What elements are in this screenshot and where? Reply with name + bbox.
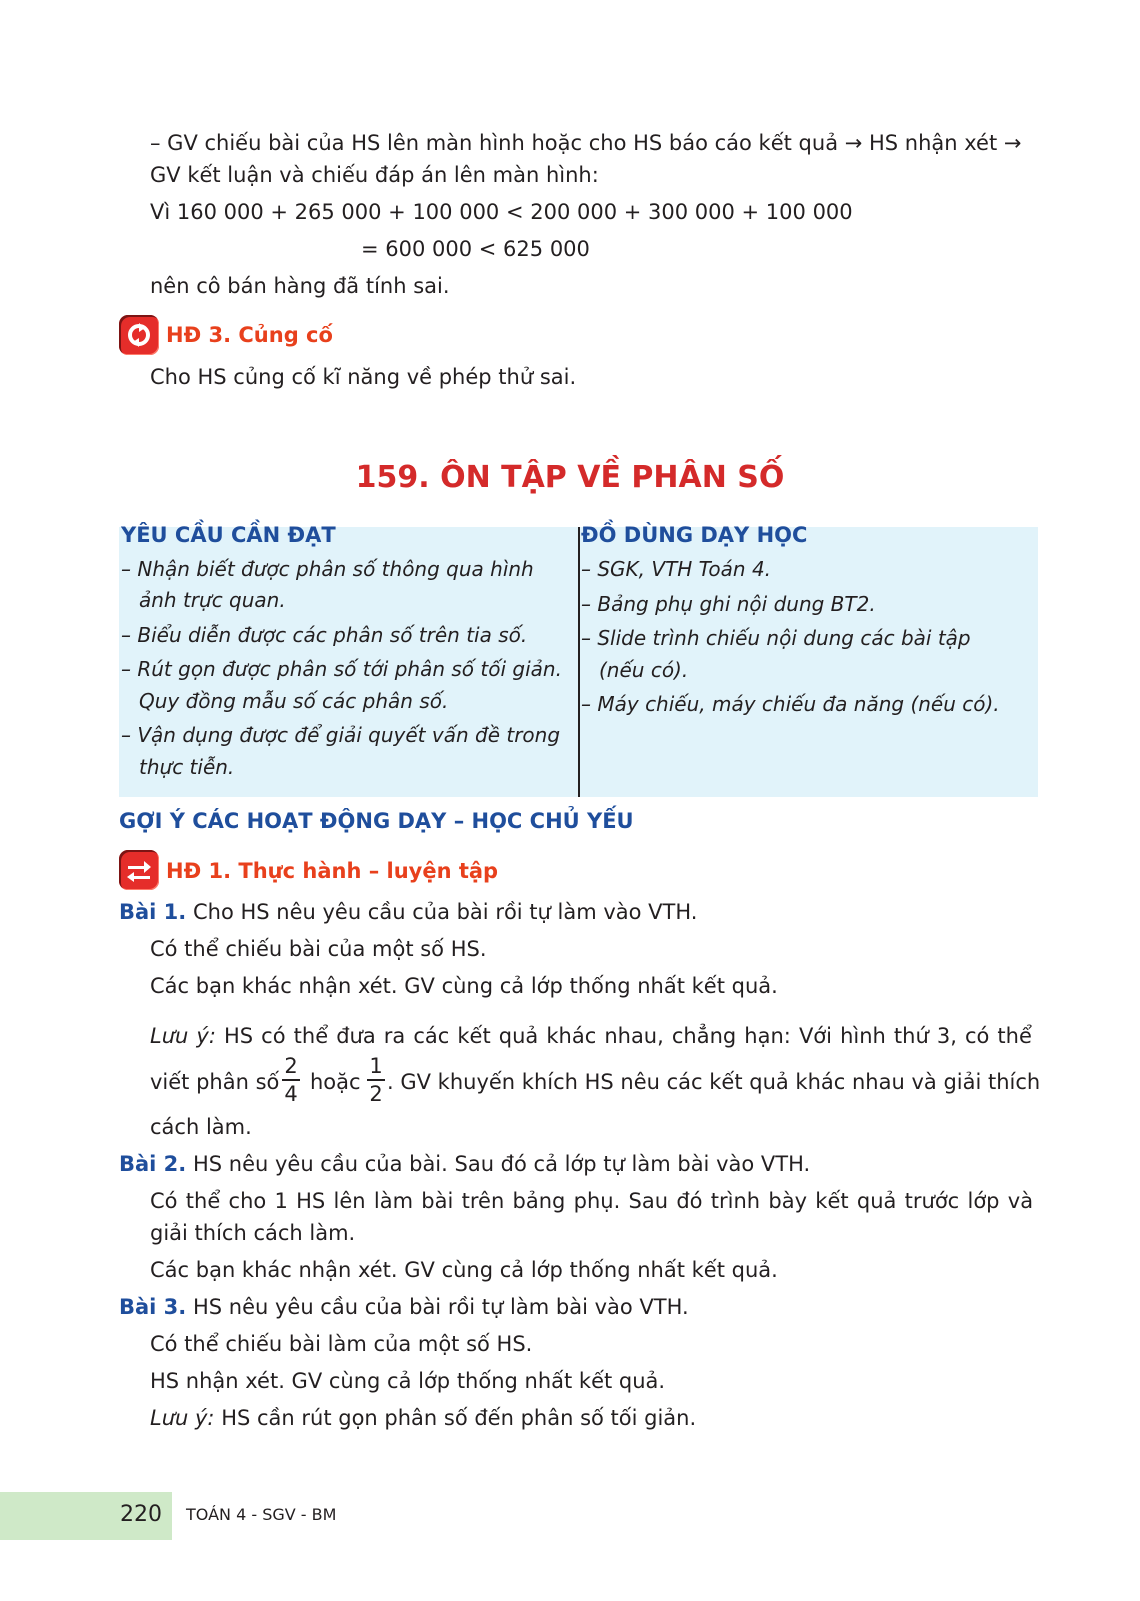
box-divider — [578, 527, 580, 797]
note-prefix: viết phân số — [150, 1070, 280, 1094]
equation-line: Vì 160 000 + 265 000 + 100 000 < 200 000 + 300 000 + 100 000 — [150, 200, 853, 224]
exercise-line — [119, 897, 697, 927]
note-text: HS cần rút gọn phân số đến phân số tối giản. — [221, 1406, 697, 1430]
note-suffix: . GV khuyến khích HS nêu các kết quả khác nhau và giải thích — [387, 1070, 1041, 1094]
material-item: – Slide trình chiếu nội dung các bài tập — [581, 626, 971, 650]
text-line: Các bạn khác nhận xét. GV cùng cả lớp thống nhất kết quả. — [150, 974, 778, 998]
note-text: HS có thể đưa ra các kết quả khác nhau, chẳng hạn: Với hình thứ 3, có thể — [223, 1024, 1032, 1048]
requirement-item: – Rút gọn được phân số tới phân số tối giản. — [121, 657, 562, 681]
exercise-line — [119, 1292, 689, 1322]
text-line: giải thích cách làm. — [150, 1221, 356, 1245]
page-number: 220 — [120, 1502, 162, 1527]
exercise-label: Bài 2. — [119, 1152, 187, 1176]
materials-heading: ĐỒ DÙNG DẠY HỌC — [581, 523, 808, 547]
material-item: – SGK, VTH Toán 4. — [581, 557, 772, 581]
requirement-item: – Biểu diễn được các phân số trên tia số. — [121, 623, 528, 647]
activity-title: HĐ 1. Thực hành – luyện tập — [166, 859, 499, 883]
activities-heading: GỢI Ý CÁC HOẠT ĐỘNG DẠY – HỌC CHỦ YẾU — [119, 809, 634, 833]
requirement-item: – Nhận biết được phân số thông qua hình — [121, 557, 534, 581]
exercise-text: HS nêu yêu cầu của bài rồi tự làm bài vào VTH. — [192, 1295, 689, 1319]
exercise-text: Cho HS nêu yêu cầu của bài rồi tự làm vào VTH. — [192, 900, 698, 924]
fraction-bar — [367, 1079, 385, 1081]
refresh-icon — [119, 315, 159, 355]
text-line: – GV chiếu bài của HS lên màn hình hoặc cho HS báo cáo kết quả → HS nhận xét → — [150, 131, 1022, 155]
fraction-numerator: 1 — [369, 1054, 383, 1078]
requirement-item: Quy đồng mẫu số các phân số. — [139, 689, 449, 713]
note-line — [150, 1021, 1032, 1051]
text-line: cách làm. — [150, 1115, 252, 1139]
text-line: nên cô bán hàng đã tính sai. — [150, 274, 450, 298]
exercise-line — [119, 1149, 810, 1179]
text-line: GV kết luận và chiếu đáp án lên màn hình: — [150, 163, 599, 187]
fraction-bar — [282, 1079, 300, 1081]
text-line: Các bạn khác nhận xét. GV cùng cả lớp thống nhất kết quả. — [150, 1258, 778, 1282]
text-line: Có thể chiếu bài làm của một số HS. — [150, 1332, 533, 1356]
activity-title: HĐ 3. Củng cố — [166, 323, 333, 347]
text-line: Có thể cho 1 HS lên làm bài trên bảng phụ. Sau đó trình bày kết quả trước lớp và — [150, 1189, 1034, 1213]
requirement-item: thực tiễn. — [139, 755, 235, 779]
exercise-label: Bài 3. — [119, 1295, 187, 1319]
requirement-item: ảnh trực quan. — [139, 588, 286, 612]
note-word: hoặc — [310, 1070, 361, 1094]
fraction — [282, 1054, 300, 1106]
book-title: TOÁN 4 - SGV - BM — [186, 1505, 337, 1524]
exercise-label: Bài 1. — [119, 900, 187, 924]
material-item: (nếu có). — [599, 658, 689, 682]
exercise-text: HS nêu yêu cầu của bài. Sau đó cả lớp tự làm bài vào VTH. — [192, 1152, 811, 1176]
material-item: – Máy chiếu, máy chiếu đa năng (nếu có). — [581, 692, 1000, 716]
fraction-denominator: 2 — [369, 1082, 383, 1106]
requirement-item: – Vận dụng được để giải quyết vấn đề trong — [121, 723, 561, 747]
arrows-icon — [119, 850, 159, 890]
fraction-numerator: 2 — [284, 1054, 298, 1078]
fraction-denominator: 4 — [284, 1082, 298, 1106]
text-line: Cho HS củng cố kĩ năng về phép thử sai. — [150, 365, 577, 389]
note-label: Lưu ý: — [150, 1406, 215, 1430]
text-line: Có thể chiếu bài của một số HS. — [150, 937, 487, 961]
lesson-title: 159. ÔN TẬP VỀ PHÂN SỐ — [355, 460, 785, 495]
requirements-heading: YÊU CẦU CẦN ĐẠT — [121, 523, 336, 547]
fraction — [367, 1054, 385, 1106]
note-label: Lưu ý: — [150, 1024, 216, 1048]
material-item: – Bảng phụ ghi nội dung BT2. — [581, 592, 876, 616]
text-line: HS nhận xét. GV cùng cả lớp thống nhất kết quả. — [150, 1369, 666, 1393]
note-line — [150, 1403, 696, 1433]
equation-line: = 600 000 < 625 000 — [361, 237, 590, 261]
